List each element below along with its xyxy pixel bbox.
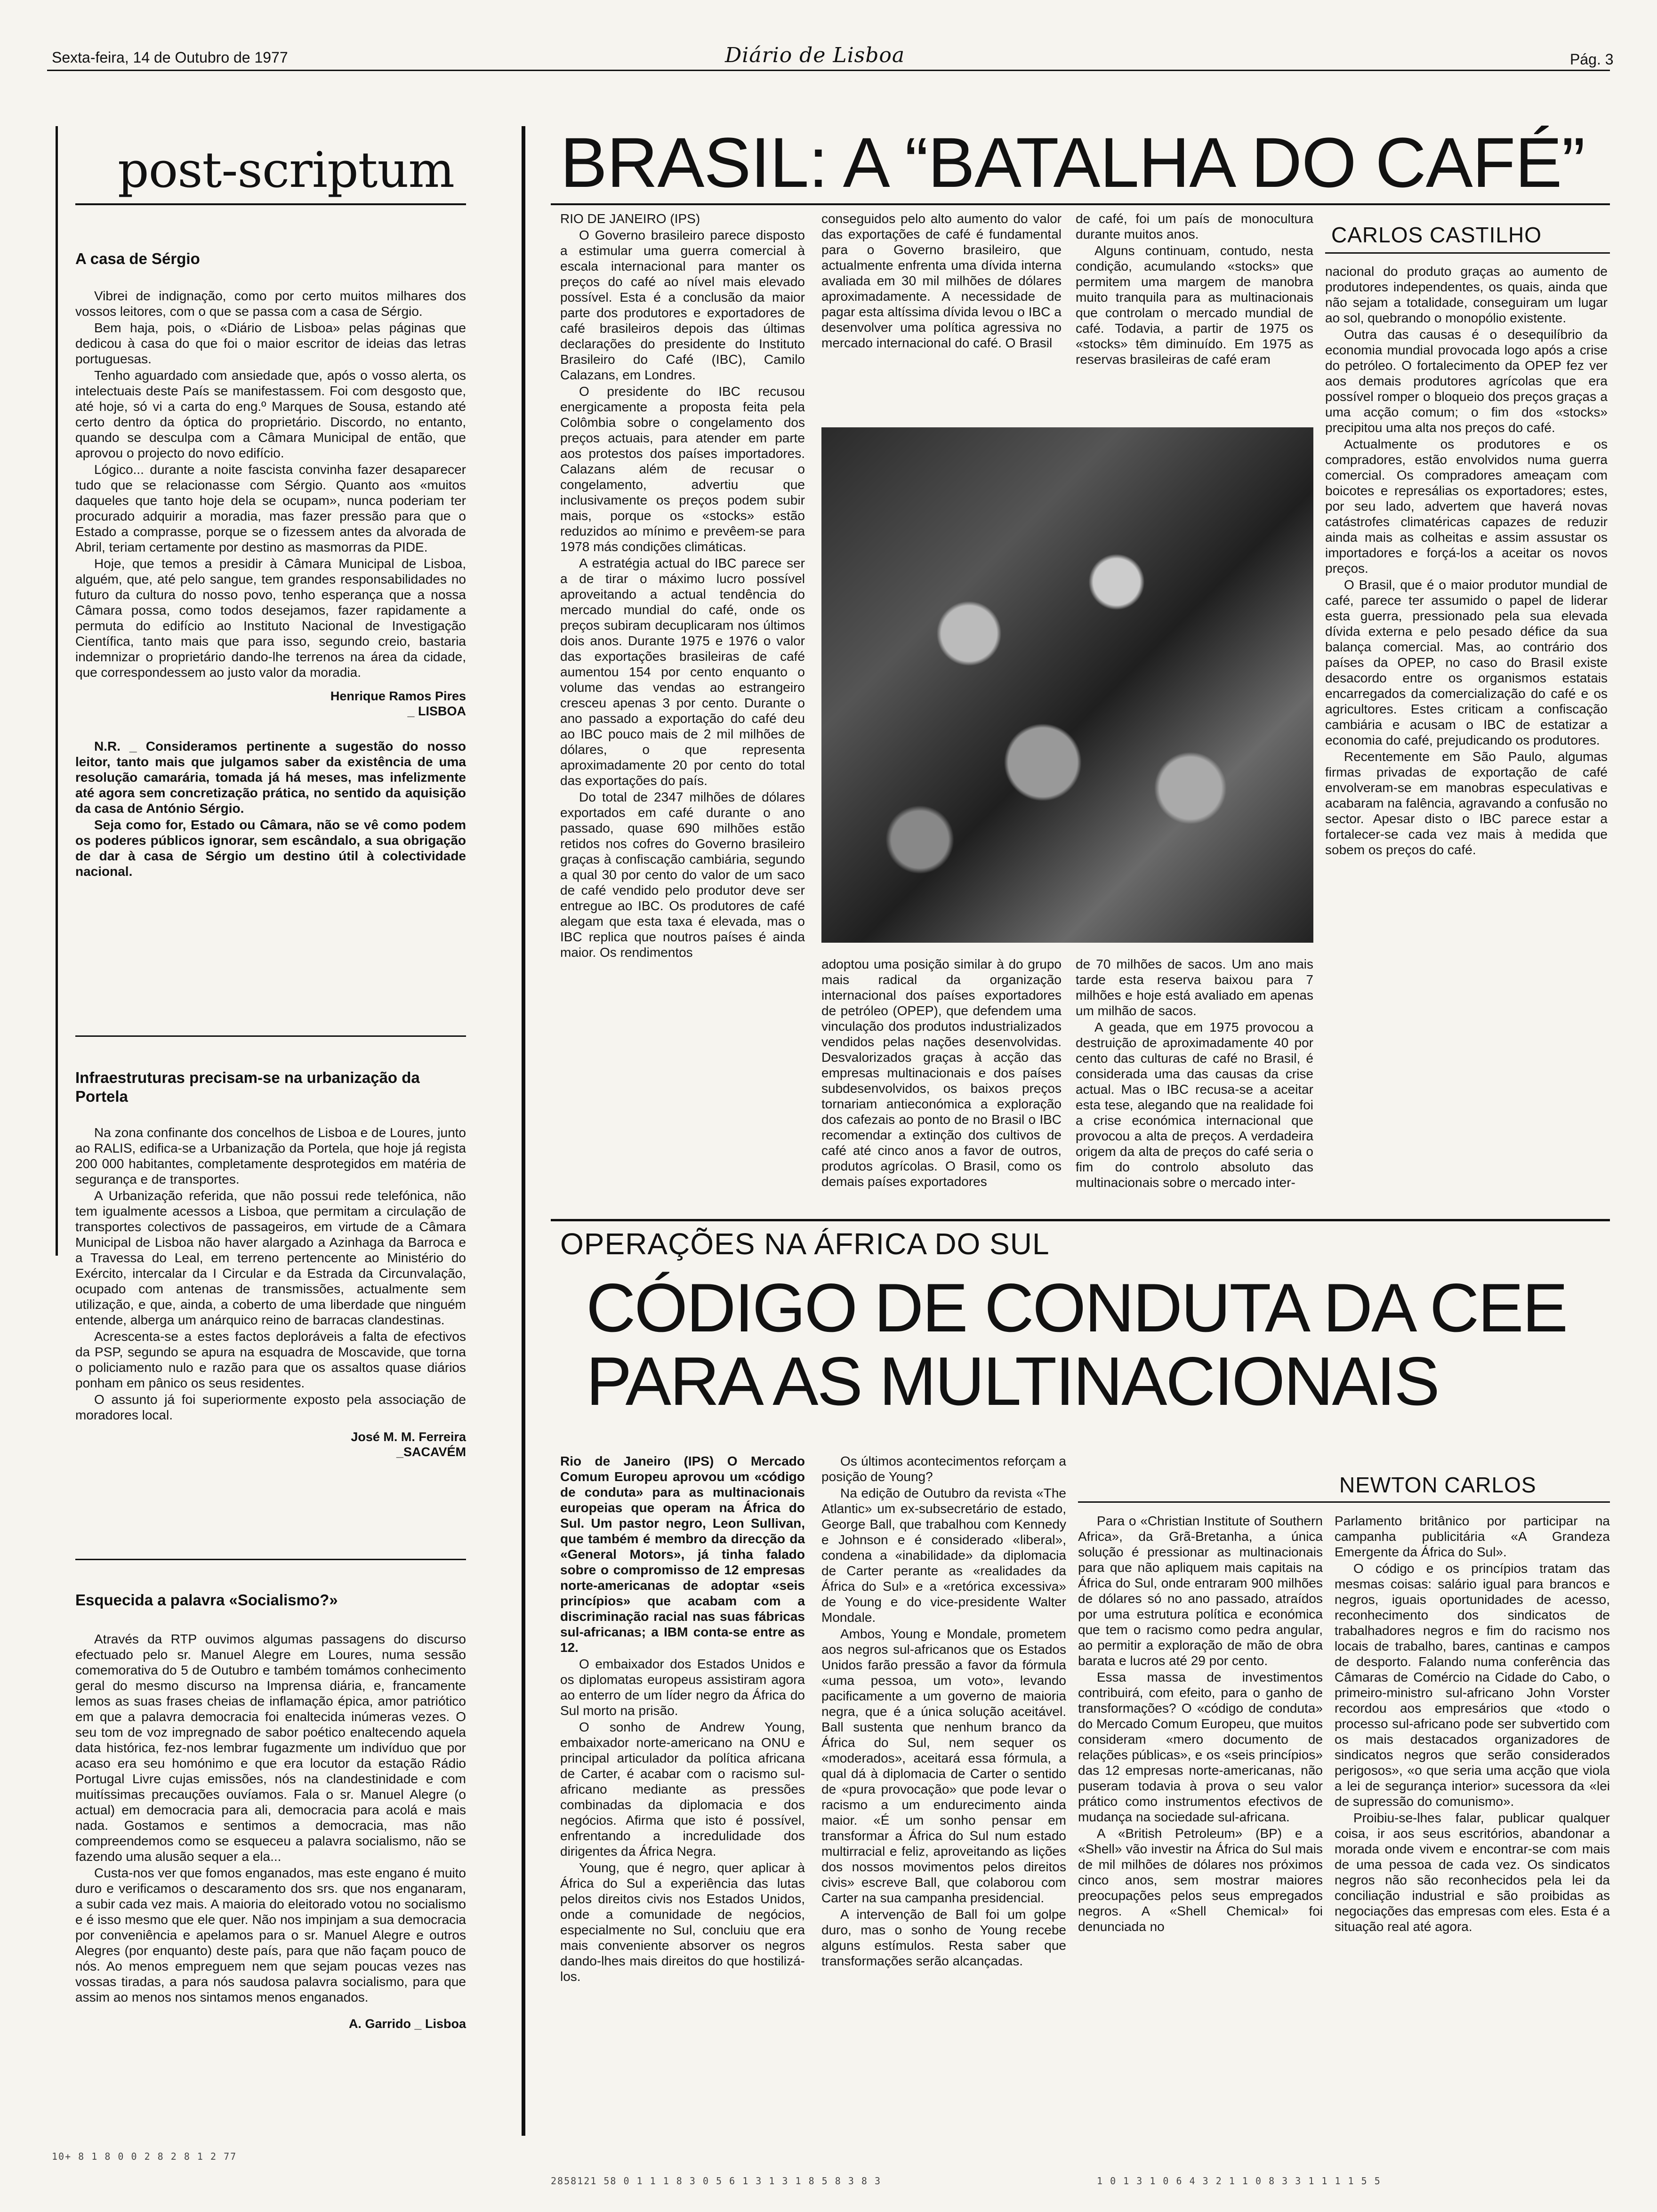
paragraph: Alguns continuam, contudo, nesta condição, acumulando «stocks» que permitem uma margem de manobra muito tranquila para as multinacionais que controlam o mercado mundial de café. Todavia, a partir de 1975 os «stocks» têm diminuído. Em 1975 as reservas brasileiras de café eram (1076, 243, 1313, 367)
paragraph: O assunto já foi superiormente exposto pela associação de moradores local. (75, 1392, 466, 1422)
paragraph: de 70 milhões de sacos. Um ano mais tarde esta reserva baixou para 7 milhões e hoje está avaliado em apenas um milhão de sacos. (1076, 957, 1313, 1018)
letter-portela (75, 1068, 466, 1459)
cafe-column-3-top (1076, 211, 1313, 368)
cafe-headline: BRASIL: A “BATALHA DO CAFÉ” (560, 123, 1585, 202)
cee-kicker: OPERAÇÕES NA ÁFRICA DO SUL (560, 1227, 1050, 1261)
paragraph: Vibrei de indignação, como por certo muitos milhares dos vossos leitores, com o que se passa com a casa de Sérgio. (75, 289, 466, 319)
paragraph: Na zona confinante dos concelhos de Lisboa e de Loures, junto ao RALIS, edifica-se a Urbanização da Portela, que hoje já regista 200 000 habitantes, completamente desprotegidos em matéria de segurança e de transportes. (75, 1125, 466, 1186)
paragraph: Lógico... durante a noite fascista convinha fazer desaparecer tudo que se relacionasse com Sérgio. Quanto aos «muitos daqueles que tanto hoje dela se ocupam», nunca poderiam ter procurado adquirir a moradia, mas fazer pressão para que o Estado a comprasse, porque se o fizessem antes da alvorada de Abril, teriam certamente por destino as masmorras da PIDE. (75, 462, 466, 554)
page-number: Pág. 3 (1570, 51, 1614, 68)
paragraph: A intervenção de Ball foi um golpe duro, mas o sonho de Young recebe alguns estímulos. Resta saber que transformações serão alcançadas. (821, 1907, 1066, 1968)
section-divider (75, 1559, 466, 1560)
signature: A. Garrido _ Lisboa (348, 2017, 466, 2031)
cee-column-3 (1078, 1513, 1323, 1935)
signature-name: José M. M. Ferreira (351, 1430, 466, 1444)
masthead: Diário de Lisboa (725, 43, 905, 67)
cafe-column-2-top (821, 211, 1062, 352)
paragraph: A estratégia actual do IBC parece ser a de tirar o máximo lucro possível aproveitando a actual tendência do mercado mundial do café, onde os preços subiram decuplicaram nos últimos dois anos. Durante 1975 e 1976 o valor das exportações brasileiras de café aumentou 154 por cento enquanto o volume das vendas ao estrangeiro cresceu apenas 3 por cento. Durante o ano passado a exportação do café deu ao IBC pouco mais de 2 mil milhões de dólares, o que representa aproximadamente 20 por cento do total das exportações do país. (560, 556, 805, 788)
paragraph: Para o «Christian Institute of Southern Africa», da Grã-Bretanha, a única solução é pressionar as multinacionais para que não apliquem mais capitais na África do Sul, onde entraram 900 milhões de dólares só no ano passado, atraídos por uma estrutura política e económica que tem o racismo como pedra angular, ao permitir a exploração de mão de obra barata e lucros até 29 por cento. (1078, 1514, 1323, 1668)
letter-body (75, 288, 466, 680)
editor-note (75, 738, 466, 879)
margin-code-mid: 2858121 58 0 1 1 1 8 3 0 5 6 1 3 1 3 1 8 5 8 3 8 3 (551, 2175, 882, 2187)
column-separator (522, 126, 525, 2136)
letter-heading: Esquecida a palavra «Socialismo?» (75, 1591, 338, 1609)
paragraph: nacional do produto graças ao aumento de produtores independentes, os quais, ainda que não sejam a totalidade, conseguiram um lugar ao sol, quebrando o monopólio existente. (1325, 264, 1608, 325)
signature-place: _ LISBOA (407, 704, 466, 718)
paragraph: Através da RTP ouvimos algumas passagens do discurso efectuado pelo sr. Manuel Alegre em Loures, numa sessão comemorativa do 5 de Outubro e também tomámos conhecimento geral do mesmo discurso na Imprensa diária, e, francamente lemos as suas frases cheias de inflamação épica, amor patriótico em que a palavra democracia foi enaltecida inúmeras vezes. O seu tom de voz impregnado de sabor poético enaltecendo aquela data histórica, fez-nos lembrar fugazmente um indivíduo que por acaso era seu homónimo e que era locutor da estação Rádio Portugal Livre cujas emissões, nós na clandestinidade e com muitíssimas precauções ouvíamos. Fala o sr. Manuel Alegre (o actual) em democracia para ali, democracia para acolá e mais nada. Gostamos e sentimos a democracia, mas não compreendemos como se esqueceu a palavra socialismo, não se fazendo uma alusão sequer a ela... (75, 1632, 466, 1864)
paragraph: A «British Petroleum» (BP) e a «Shell» vão investir na África do Sul mais de mil milhões de dólares nos próximos cinco anos, sem mostrar maiores preocupações pelos seus empregados negros. A «Shell Chemical» foi denunciada no (1078, 1826, 1323, 1934)
signature-place: _SACAVÉM (396, 1445, 466, 1459)
paragraph: A geada, que em 1975 provocou a destruição de aproximadamente 40 por cento das culturas de café no Brasil, é considerada uma das causas da crise actual. Mas o IBC recusa-se a aceitar esta tese, alegando que na realidade foi a crise económica internacional que provocou a alta de preços. A verdadeira origem da alta de preços do café seria o fim do controlo absoluto das multinacionais sobre o mercado inter- (1076, 1020, 1313, 1190)
cee-headline-line-2: PARA AS MULTINACIONAIS (586, 1343, 1439, 1419)
paragraph: adoptou uma posição similar à do grupo mais radical da organização internacional dos países exportadores de petróleo (OPEP), que defendem uma vinculação dos produtos industrializados vendidos pelas nações desenvolvidas. Desvalorizados graças à acção das empresas multinacionais e dos países subdesenvolvidos, os baixos preços tornariam antieconómica a exploração dos cafezais ao ponto de no Brasil o IBC recomendar a extinção dos cultivos de café até cinco anos a favor de outros, produtos agrícolas. O Brasil, como os demais países exportadores (821, 957, 1062, 1189)
cee-headline-line-1: CÓDIGO DE CONDUTA DA CEE (586, 1269, 1567, 1346)
article-divider (551, 1219, 1610, 1221)
left-column-rule (56, 126, 58, 1256)
letter-casa-de-sergio (75, 249, 466, 880)
paragraph: O sonho de Andrew Young, embaixador norte-americano na ONU e principal articulador da política africana de Carter, é acabar com o racismo sul-africano mediante as pressões combinadas da diplomacia e dos negócios. Afirma que isto é possível, enfrentando a incredulidade dos dirigentes da África Negra. (560, 1720, 805, 1859)
letter-body (75, 1631, 466, 2005)
paragraph: Ambos, Young e Mondale, prometem aos negros sul-africanos que os Estados Unidos farão pressão a favor da fórmula «uma pessoa, um voto», levando pacificamente a um governo de maioria negra, que é a única solução aceitável. Ball sustenta que nenhum branco da África do Sul, nem sequer os «moderados», aceitará essa fórmula, a qual dá à diplomacia de Carter o sentido de «pura provocação» que pode levar o racismo a um endurecimento ainda maior. «É um sonho pensar em transformar a África do Sul num estado multirracial e feliz, aproveitando as lições dos nossos movimentos pelos direitos civis» escreve Ball, que colaborou com Carter na sua campanha presidencial. (821, 1627, 1066, 1905)
margin-code-left: 10+ 8 1 8 0 0 2 8 2 8 1 2 77 (52, 2151, 237, 2162)
paragraph: Seja como for, Estado ou Câmara, não se vê como podem os poderes públicos ignorar, sem escândalo, a sua obrigação de dar à casa de Sérgio um destino útil à colectividade nacional. (75, 817, 466, 879)
cee-byline: NEWTON CARLOS (1339, 1473, 1536, 1497)
coffee-plant-photo (821, 427, 1313, 943)
paragraph: Outra das causas é o desequilíbrio da economia mundial provocada logo após a crise do petróleo. O fortalecimento da OPEP fez ver aos demais produtores agrícolas que era possível romper o bloqueio dos preços graças a uma acção comum; o fim dos «stocks» precipitou uma alta nos preços do café. (1325, 327, 1608, 435)
dateline: RIO DE JANEIRO (IPS) (560, 211, 700, 226)
margin-code-right: 1 0 1 3 1 0 6 4 3 2 1 1 0 8 3 3 1 1 1 1 5 5 (1097, 2175, 1381, 2187)
paragraph: Na edição de Outubro da revista «The Atlantic» um ex-subsecretário de estado, George Ball, que trabalhou com Kennedy e Johnson e é considerado «liberal», condena a «inabilidade» da diplomacia de Carter perante as «realidades da África do Sul» e a «retórica excessiva» de Young e do vice-presidente Walter Mondale. (821, 1486, 1066, 1625)
paragraph: Proibiu-se-lhes falar, publicar qualquer coisa, ir aos seus escritórios, abandonar a morada onde vivem e encontrar-se com mais de uma pessoa de cada vez. Os sindicatos negros não são reconhecidos pela lei da conciliação industrial e são proibidas as negociações das empresas com eles. Esta é a situação real até agora. (1335, 1811, 1610, 1934)
paragraph: conseguidos pelo alto aumento do valor das exportações de café é fundamental para o Governo brasileiro, que actualmente enfrenta uma dívida interna avaliada em 30 mil milhões de dólares aproximadamente. A necessidade de pagar esta altíssima dívida levou o IBC a desenvolver uma política agressiva no mercado internacional do café. O Brasil (821, 211, 1062, 350)
cee-column-1 (560, 1453, 805, 1985)
section-divider (75, 1035, 466, 1037)
paragraph: Bem haja, pois, o «Diário de Lisboa» pelas páginas que dedicou à casa do que foi o maior escritor de ideias das letras portuguesas. (75, 321, 466, 366)
paragraph: O Brasil, que é o maior produtor mundial de café, parece ter assumido o papel de liderar esta guerra, pressionado pela sua elevada dívida externa e pelo pesado défice da sua balança comercial. Mas, ao contrário dos países da OPEP, no caso do Brasil existe desacordo entre os organismos estatais encarregados da comercialização do café e os agricultores. Estes criticam a confiscação cambiária e acusam o IBC de estatizar a economia do café, prejudicando os produtores. (1325, 577, 1608, 747)
paragraph: O presidente do IBC recusou energicamente a proposta feita pela Colômbia sobre o congelamento dos preços actuais, para atender em parte aos protestos dos países importadores. Calazans além de recusar o congelamento, advertiu que inclusivamente os preços podem subir mais, porque os «stocks» estão reduzidos ao mínimo e prevêem-se para 1978 más condições climáticas. (560, 384, 805, 554)
cee-byline-rule (1078, 1501, 1610, 1503)
paragraph: Essa massa de investimentos contribuirá, com efeito, para o ganho de transformações? O «código de conduta» do Mercado Comum Europeu, que muitos consideram «mero documento de relações públicas», e os «seis princípios» das 12 empresas norte-americanas, não puseram todavia à prova o seu valor prático como instrumentos efectivos de mudança na sociedade sul-africana. (1078, 1670, 1323, 1824)
cee-column-4 (1335, 1513, 1610, 1935)
paragraph: Do total de 2347 milhões de dólares exportados em café durante o ano passado, quase 690 milhões estão retidos nos cofres do Governo brasileiro graças à confiscação cambiária, segundo a qual 30 por cento do valor de um saco de café vendido pelo produtor deve ser entregue ao IBC. Os produtores de café alegam que esta taxa é elevada, mas o IBC replica que noutros países é ainda maior. Os rendimentos (560, 790, 805, 960)
paragraph: Acrescenta-se a estes factos deploráveis a falta de efectivos da PSP, segundo se apura na esquadra de Moscavide, que torna o policiamento nulo e razão para que os assaltos quase diários ponham em pânico os seus residentes. (75, 1329, 466, 1390)
header-rule (47, 70, 1610, 71)
cafe-column-2-bottom (821, 956, 1062, 1190)
paragraph: Parlamento britânico por participar na campanha publicitária «A Grandeza Emergente da África do Sul». (1335, 1514, 1610, 1559)
cee-column-2 (821, 1453, 1066, 1970)
letter-socialismo (75, 1591, 466, 2031)
letter-heading: A casa de Sérgio (75, 250, 200, 267)
paragraph: N.R. _ Consideramos pertinente a sugestão do nosso leitor, tanto mais que julgamos saber da existência de uma resolução camarária, tomada já há meses, mas infelizmente até agora sem concretização prática, no sentido da aquisição da casa de António Sérgio. (75, 739, 466, 816)
paragraph: Actualmente os produtores e os compradores, estão envolvidos numa guerra comercial. Os compradores ameaçam com boicotes e represálias os exportadores; estes, por seu lado, advertem que haverá novas catástrofes climatéricas capazes de reduzir ainda mais as colheitas e assim assustar os importadores e forçá-los a aceitar os novos preços. (1325, 437, 1608, 576)
paragraph: O Governo brasileiro parece disposto a estimular uma guerra comercial à escala internacional para manter os preços do café ao nível mais elevado possível. Esta é a conclusão da maior parte dos produtores e exportadores de café brasileiros depois das últimas declarações do presidente do Instituto Brasileiro do Café (IBC), Camilo Calazans, em Londres. (560, 228, 805, 382)
paragraph: A Urbanização referida, que não possui rede telefónica, não tem igualmente acessos a Lisboa, que permitam a circulação de transportes colectivos de passageiros, em virtude de a Câmara Municipal de Lisboa não haver alargado a Azinhaga da Barroca e a Travessa do Leal, em terreno pertencente ao Ministério do Exército, intercalar da I Circular e da Estrada da Circunvalação, ocupado com antenas de transmissões, actualmente sem utilização, e que, ainda, a coberto de uma liberdade que ninguém entende, alberga um anárquico reino de barracas clandestinas. (75, 1188, 466, 1327)
cafe-byline: CARLOS CASTILHO (1331, 223, 1542, 247)
paragraph: Recentemente em São Paulo, algumas firmas privadas de exportação de café envolveram-se em manobras especulativas e acabaram na falência, agravando a confusão no sector. Apesar disto o IBC parece estar a fortalecer-se cada vez mais à medida que sobem os preços do café. (1325, 749, 1608, 857)
paragraph: Hoje, que temos a presidir à Câmara Municipal de Lisboa, alguém, que, até pelo sangue, tem grandes responsabilidades no futuro da cultura do nosso povo, tenho esperança que a nossa Câmara possa, como todos desejamos, fazer rapidamente a permuta do edifício ao Instituto Nacional de Investigação Científica, tanto mais que para isso, segundo creio, bastaria indemnizar o proprietário dando-lhe terrenos na área da cidade, que correspondessem ao justo valor da moradia. (75, 556, 466, 680)
cafe-column-1 (560, 211, 805, 961)
paragraph: O embaixador dos Estados Unidos e os diplomatas europeus assistiram agora ao enterro de um líder negro da África do Sul morto na prisão. (560, 1657, 805, 1718)
paragraph: de café, foi um país de monocultura durante muitos anos. (1076, 211, 1313, 241)
paragraph: Os últimos acontecimentos reforçam a posição de Young? (821, 1454, 1066, 1484)
signature-name: Henrique Ramos Pires (330, 689, 466, 703)
paragraph: Rio de Janeiro (IPS) O Mercado Comum Europeu aprovou um «código de conduta» para as multinacionais europeias que operam na África do Sul. Um pastor negro, Leon Sullivan, que também é membro da direcção da «General Motors», já tinha falado sobre o compromisso de 12 empresas norte-americanas de adoptar «seis princípios» que acabam com a discriminação racial nas suas fábricas sul-africanas; a IBM conta-se entre as 12. (560, 1454, 805, 1655)
cafe-column-3-bottom (1076, 956, 1313, 1191)
paragraph: Tenho aguardado com ansiedade que, após o vosso alerta, os intelectuais deste País se manifestassem. Foi com desgosto que, até hoje, só vi a carta do eng.º Marques de Sousa, estando até certo dentro da óptica do proprietário. Discordo, no entanto, quando se desculpa com a Câmara Municipal de então, que aprovou o projecto do novo edifício. (75, 368, 466, 460)
paragraph: Young, que é negro, quer aplicar à África do Sul a experiência das lutas pelos direitos civis nos Estados Unidos, onde a comunidade de negócios, especialmente no Sul, concluiu que era mais conveniente absorver os negros dando-lhes mais direitos do que hostilizá-los. (560, 1860, 805, 1984)
letter-heading: Infraestruturas precisam-se na urbanização da Portela (75, 1069, 420, 1105)
cafe-column-4 (1325, 264, 1608, 858)
postscriptum-title-rule (75, 203, 466, 205)
header-date: Sexta-feira, 14 de Outubro de 1977 (52, 49, 288, 66)
cafe-headline-rule (551, 203, 1610, 205)
cafe-byline-rule (1325, 252, 1610, 254)
paragraph: O código e os princípios tratam das mesmas coisas: salário igual para brancos e negros, iguais oportunidades de acesso, reconhecimento dos sindicatos de trabalhadores negros e fim do racismo nos locais de trabalho, bares, cantinas e campos de desporto. Falando numa conferência das Câmaras de Comércio na Cidade do Cabo, o primeiro-ministro sul-africano John Vorster recordou aos empresários que «todo o processo sul-africano pode ser subvertido com os mais destacados organizadores de sindicatos negros que serão considerados perigosos», «o que seria uma acção que viola a lei de segurança interior» sucessora da «lei de supressão do comunismo». (1335, 1561, 1610, 1809)
paragraph: Custa-nos ver que fomos enganados, mas este engano é muito duro e verificamos o descaramento dos srs. que nos enganaram, a subir cada vez mais. A maioria do eleitorado votou no socialismo e é isso mesmo que ele quer. Não nos impinjam a sua democracia por conveniência e apelamos para o sr. Manuel Alegre e outros Alegres (por enquanto) deste país, para que não façam pouco de nós. Ao menos empreguem nem que sejam poucas vezes nas vossas tiradas, a para nós saudosa palavra socialismo, para que assim ao menos nos sintamos menos enganados. (75, 1866, 466, 2004)
letter-body (75, 1125, 466, 1423)
postscriptum-title: post-scriptum (118, 141, 455, 199)
